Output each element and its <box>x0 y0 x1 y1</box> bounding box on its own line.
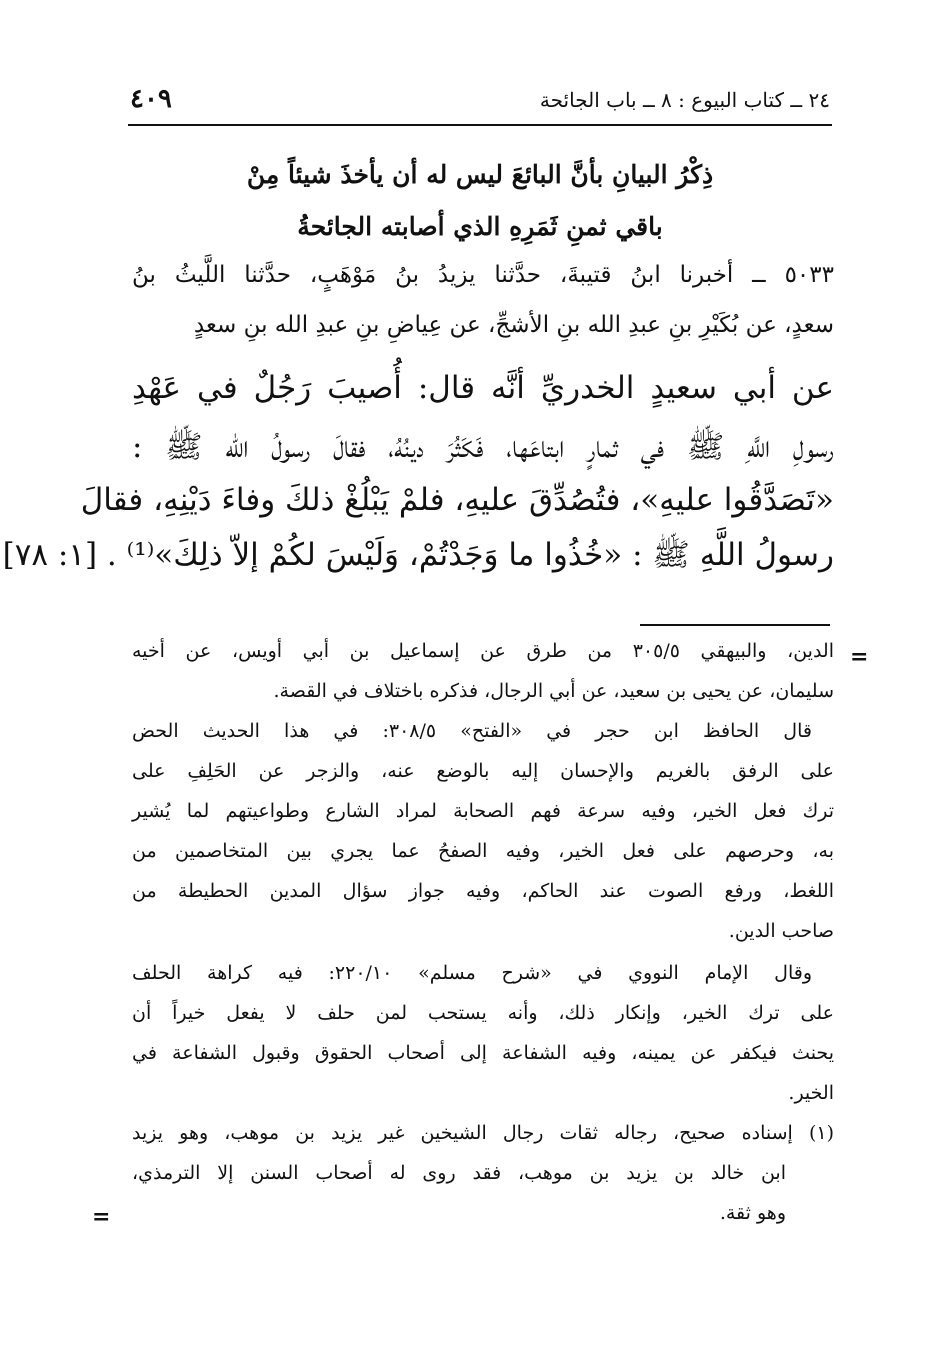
matn-line-3: «تَصَدَّقُوا عليهِ»، فتُصُدِّقَ عليهِ، فلمْ يَبْلُغْ ذلكَ وفاءَ دَيْنِهِ، فقالَ <box>80 482 834 518</box>
chapter-title-line-1: ذِكْرُ البيانِ بأنَّ البائعَ ليس له أن يأخذَ شيئاً مِنْ <box>246 160 714 189</box>
footnote-1-line: (١) إسناده صحيح، رجاله ثقات رجال الشيخين غير يزيد بن موهب، وهو يزيد <box>132 1122 834 1144</box>
footnote-line: ترك فعل الخير، وفيه سرعة فهم الصحابة لمراد الشارع وطواعيتهم لما يُشير <box>132 800 834 822</box>
footnote-line: الخير. <box>788 1082 834 1104</box>
footnote-line: سليمان، عن يحيى بن سعيد، عن أبي الرجال، فذكره باختلاف في القصة. <box>273 680 834 702</box>
footnote-line: به، وحرصهم على فعل الخير، وفيه الصفحُ عما يجري بين المتخاصمين من <box>132 840 834 862</box>
footnote-continued-marker: = <box>92 1204 111 1230</box>
running-header <box>130 84 830 118</box>
footnote-1-line: وهو ثقة. <box>719 1202 786 1224</box>
footnote-continuation-marker: = <box>850 644 869 670</box>
footnote-line: على الرفق بالغريم والإحسان إليه بالوضع عنه، والزجر عن الحَلِفِ على <box>132 760 834 782</box>
chapter-title-line-2: باقي ثمنِ ثَمَرِهِ الذي أصابته الجائحةُ <box>297 212 663 241</box>
footnote-line: وقال الإمام النووي في «شرح مسلم» ٢٢٠/١٠: فيه كراهة الحلف <box>132 962 812 984</box>
header-rule <box>128 124 832 126</box>
footnote-line: على ترك الخير، وإنكار ذلك، وأنه يستحب لمن حلف لا يفعل خيراً أن <box>132 1002 834 1024</box>
matn-line-2: رسولِ اللَّهِ ﷺ في ثمارٍ ابتاعَها، فَكَثُرَ دينُهُ، فقالَ رسولُ الله ﷺ : <box>132 429 834 465</box>
footnote-line: الدين، والبيهقي ٣٠٥/٥ من طرق عن إسماعيل بن أبي أويس، عن أخيه <box>132 640 834 662</box>
footnote-line: يحنث فيكفر عن يمينه، وفيه الشفاعة إلى أصحاب الحقوق وقبول الشفاعة في <box>132 1042 834 1064</box>
page-number: ٤٠٩ <box>130 84 172 114</box>
matn-line-1: عن أبي سعيدٍ الخدريِّ أنَّه قال: أُصيبَ رَجُلٌ في عَهْدِ <box>132 370 834 406</box>
footnote-separator <box>640 624 830 626</box>
isnad-line-1: ٥٠٣٣ ــ أخبرنا ابنُ قتيبةَ، حدَّثنا يزيدُ بنُ مَوْهَبٍ، حدَّثنا اللَّيثُ بنُ <box>132 262 834 288</box>
footnote-line: قال الحافظ ابن حجر في «الفتح» ٣٠٨/٥: في هذا الحديث الحض <box>132 720 812 742</box>
running-title: ٢٤ ــ كتاب البيوع : ٨ ــ باب الجائحة <box>539 88 830 112</box>
footnote-line: اللغط، ورفع الصوت عند الحاكم، وفيه جواز سؤال المدين الحطيطة من <box>132 880 834 902</box>
isnad-line-2: سعدٍ، عن بُكَيْرِ بنِ عبدِ الله بنِ الأشجِّ، عن عِياضِ بنِ عبدِ الله بنِ سعدٍ <box>193 312 834 338</box>
footnote-line: صاحب الدين. <box>728 920 834 942</box>
footnote-1-line: ابن خالد بن يزيد بن موهب، فقد روى له أصحاب السنن إلا الترمذي، <box>132 1162 786 1184</box>
matn-line-4: رسولُ اللَّهِ ﷺ : «خُذُوا ما وَجَدْتُمْ، وَلَيْسَ لكُمْ إلاّ ذلِكَ»⁽¹⁾ . [١: ٧٨] <box>2 537 834 573</box>
